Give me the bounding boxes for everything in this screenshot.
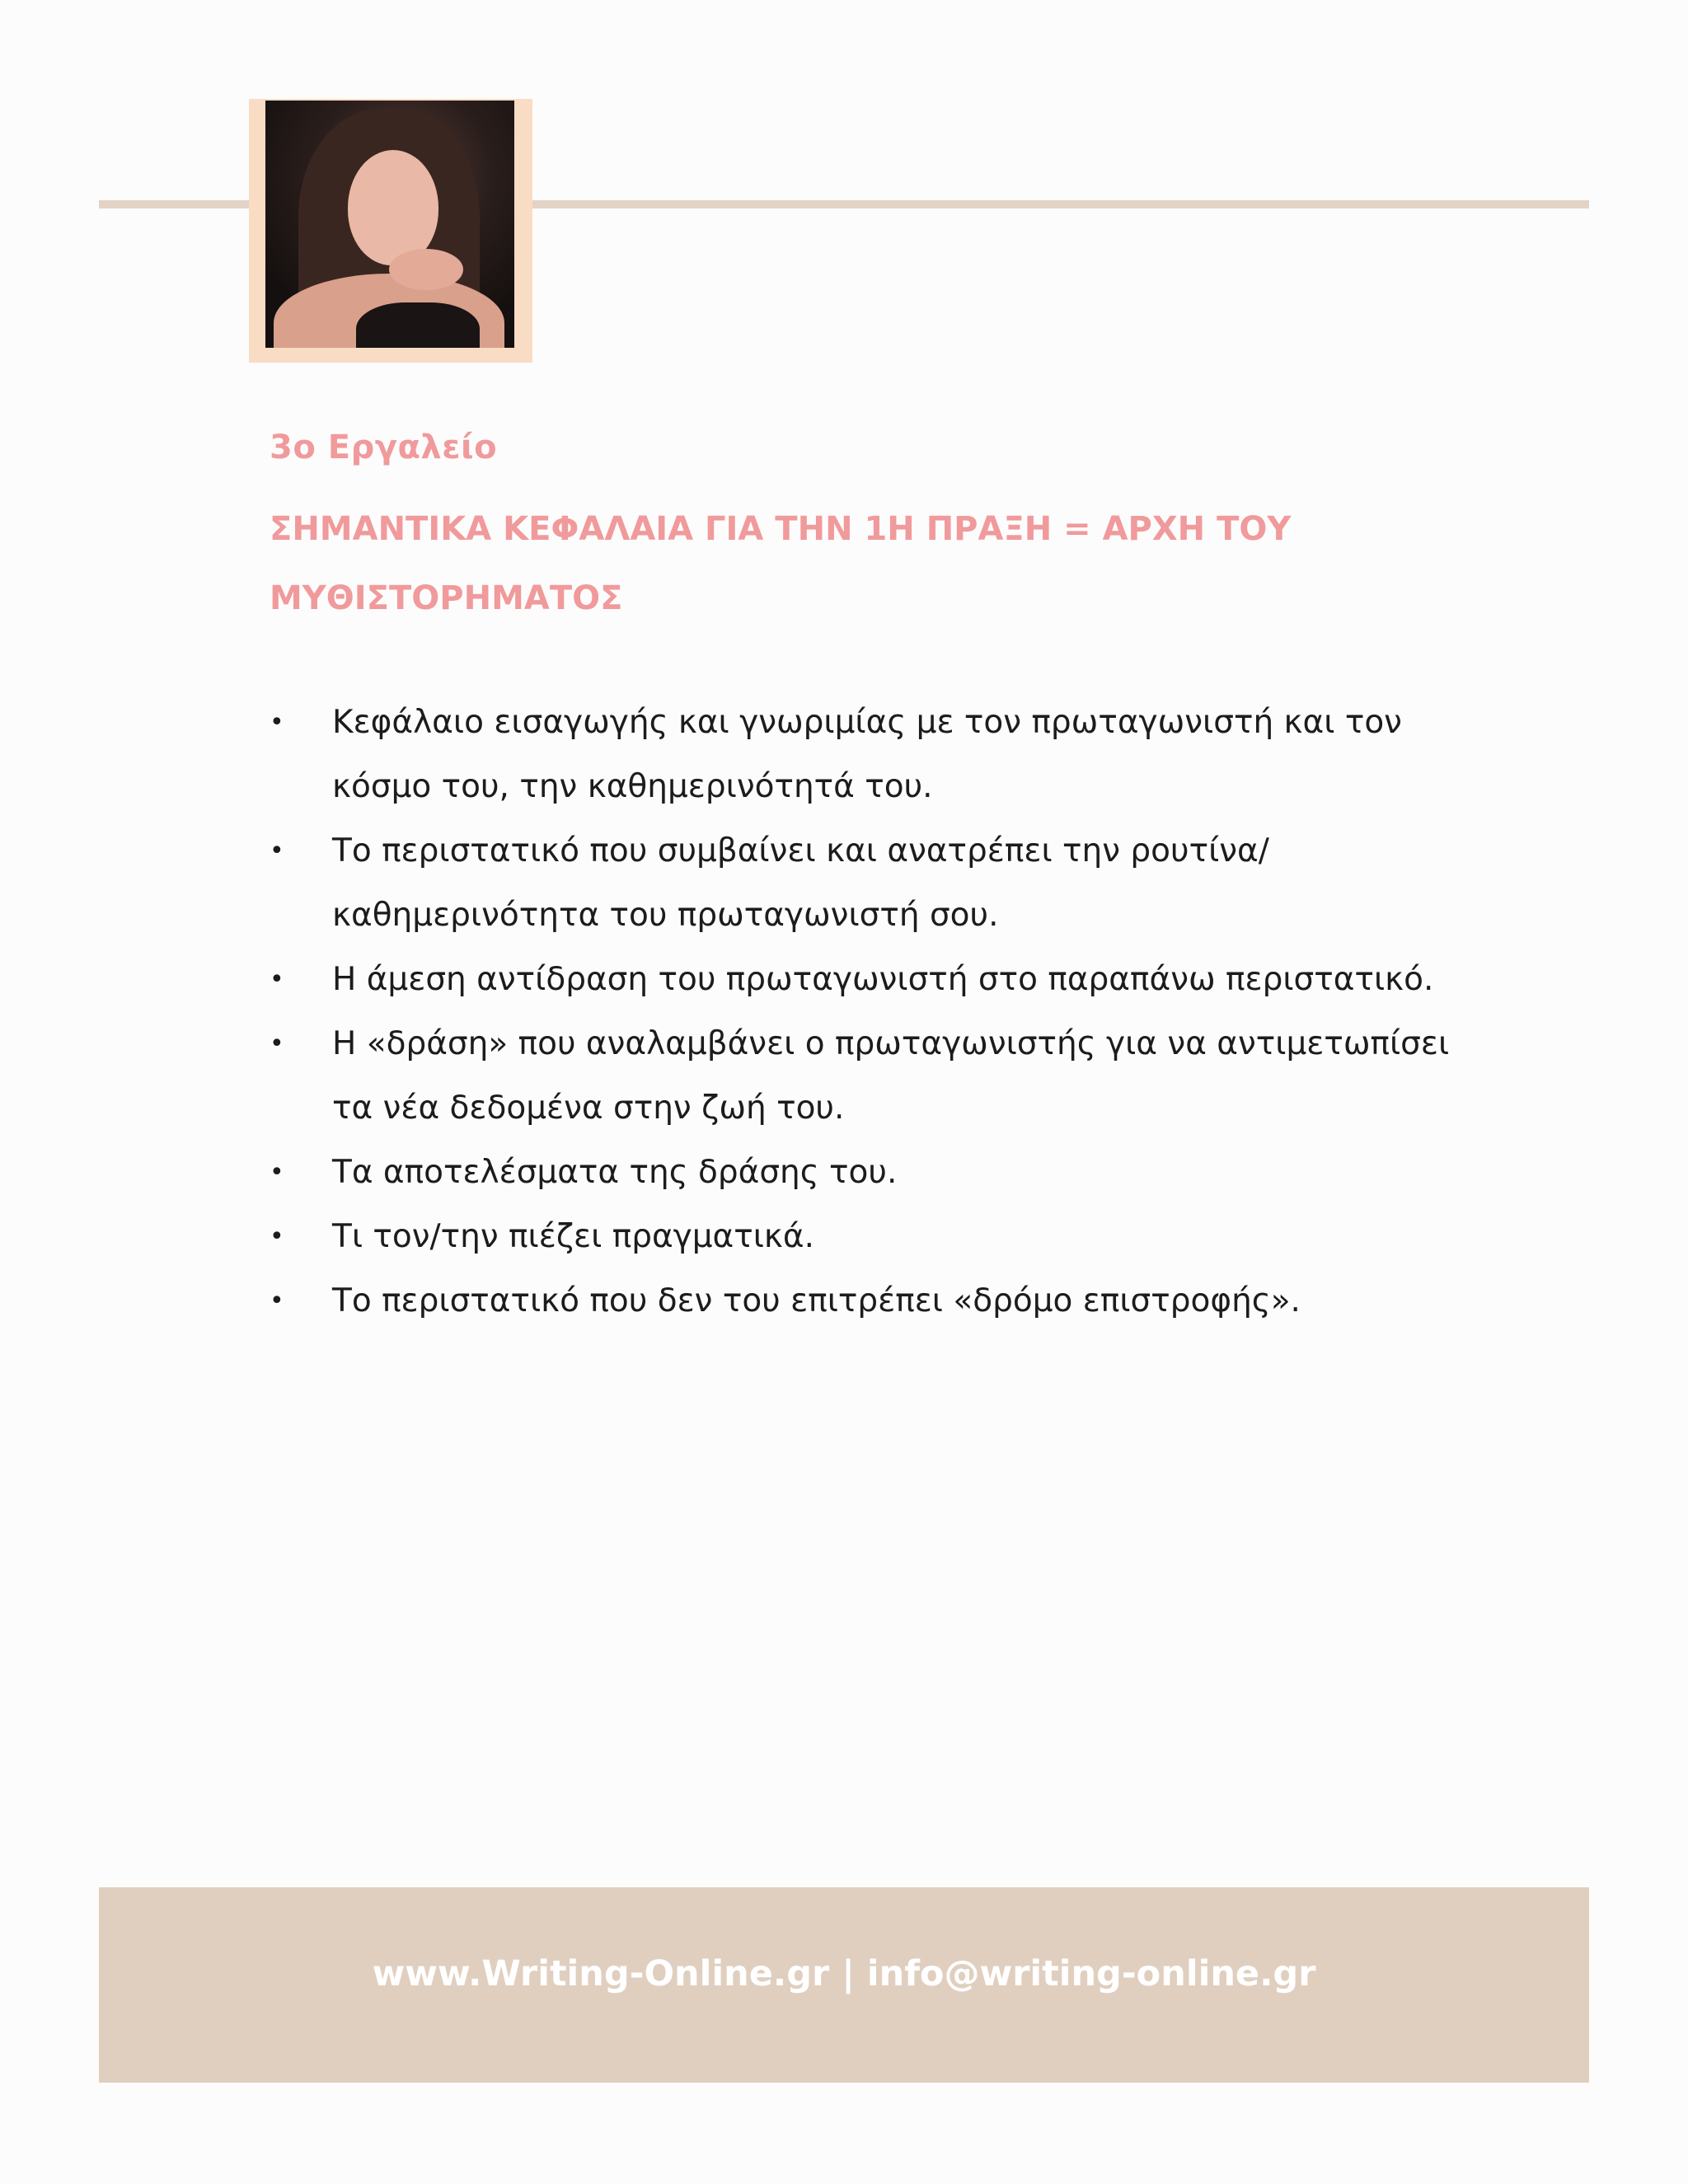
footer-band [99, 1887, 1589, 2083]
bullet-icon: • [270, 1029, 284, 1058]
list-item-text: Τι τον/την πιέζει πραγματικά. [332, 1218, 815, 1255]
section-title: ΣΗΜΑΝΤΙΚΑ ΚΕΦΑΛΑΙΑ ΓΙΑ ΤΗΝ 1Η ΠΡΑΞΗ = ΑΡΧΗ ΤΟΥ ΜΥΘΙΣΤΟΡΗΜΑΤΟΣ [270, 510, 1292, 617]
bullet-icon: • [270, 965, 284, 994]
list-item [270, 1205, 1486, 1269]
chapter-list [270, 691, 1506, 1333]
bullet-icon: • [270, 1286, 284, 1315]
list-item-text: Το περιστατικό που δεν του επιτρέπει «δρόμο επιστροφής». [332, 1282, 1301, 1319]
author-photo-frame [249, 99, 532, 363]
bullet-icon: • [270, 837, 284, 865]
footer-contact-text: www.Writing-Online.gr | info@writing-online.gr [372, 1953, 1316, 1994]
bullet-icon: • [270, 1158, 284, 1187]
bullet-icon: • [270, 708, 284, 737]
list-item [270, 1012, 1486, 1141]
list-item-text: Κεφάλαιο εισαγωγής και γνωριμίας με τον πρωταγωνιστή και τον κόσμο του, την καθημερινότητά του. [332, 704, 1402, 805]
list-item [270, 1269, 1486, 1333]
bullet-icon: • [270, 1222, 284, 1251]
list-item-text: Η άμεση αντίδραση του πρωταγωνιστή στο παραπάνω περιστατικό. [332, 961, 1434, 998]
list-item [270, 691, 1486, 819]
tool-number-label: 3ο Εργαλείο [270, 429, 498, 466]
list-item [270, 819, 1486, 948]
list-item-text: Τα αποτελέσματα της δράσης του. [332, 1154, 898, 1191]
list-item-text: Η «δράση» που αναλαμβάνει ο πρωταγωνιστής για να αντιμετωπίσει τα νέα δεδομένα στην ζωή του. [332, 1025, 1450, 1127]
list-item-text: Το περιστατικό που συμβαίνει και ανατρέπει την ρουτίνα/καθημερινότητα του πρωταγωνιστή σου. [332, 832, 1269, 934]
author-photo [265, 101, 514, 348]
list-item [270, 948, 1486, 1012]
list-item [270, 1141, 1486, 1205]
